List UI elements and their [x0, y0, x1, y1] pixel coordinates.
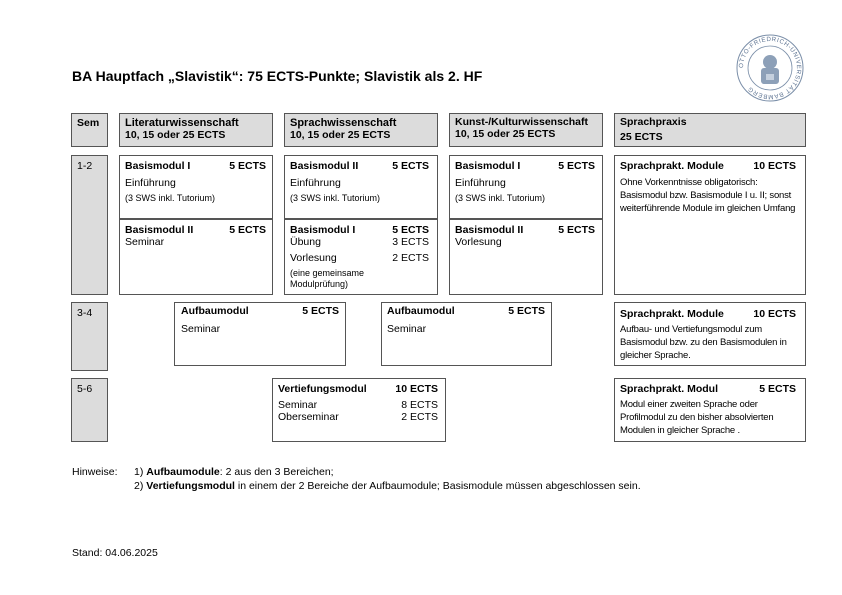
module-line: Einführung: [455, 177, 506, 189]
module-title: Vertiefungsmodul: [278, 383, 367, 395]
note-term: Vertiefungsmodul: [146, 480, 235, 492]
header-praxis-name: Sprachpraxis: [620, 116, 687, 128]
header-kunst-ects: 10, 15 oder 25 ECTS: [455, 128, 556, 140]
header-praxis-ects: 25 ECTS: [620, 131, 663, 143]
note-2: [134, 480, 641, 492]
module-ects: 5 ECTS: [558, 160, 595, 172]
module-ects: 5 ECTS: [229, 224, 266, 236]
note-number: 2): [134, 480, 144, 492]
sem-label-3-4: 3-4: [77, 307, 93, 319]
module-note: (3 SWS inkl. Tutorium): [290, 193, 381, 203]
module-ects: 10 ECTS: [753, 308, 796, 320]
module-title: Basismodul I: [290, 224, 356, 236]
module-line: weiterführende Module im gleichen Umfang: [620, 203, 796, 214]
module-ects: 5 ECTS: [302, 305, 339, 317]
module-title: Basismodul II: [455, 224, 524, 236]
module-title: Basismodul I: [455, 160, 521, 172]
module-title: Aufbaumodul: [387, 305, 455, 317]
note-number: 1): [134, 466, 144, 478]
header-kunst-name: Kunst-/Kulturwissenschaft: [455, 116, 589, 128]
notes-label: Hinweise:: [72, 466, 118, 478]
module-line: Aufbau- und Vertiefungsmodul zum: [620, 324, 762, 335]
note-1: [134, 466, 334, 478]
note-text: in einem der 2 Bereiche der Aufbaumodule; Basismodule müssen abgeschlossen sein.: [234, 480, 641, 492]
module-line-ects: 8 ECTS: [401, 399, 438, 411]
module-ects: 10 ECTS: [395, 383, 438, 395]
header-lit-name: Literaturwissenschaft: [125, 117, 239, 129]
module-line: Profilmodul zu den bisher absolvierten: [620, 412, 774, 423]
module-line: Vorlesung: [455, 236, 502, 248]
module-ects: 5 ECTS: [392, 224, 429, 236]
module-line: Einführung: [290, 177, 341, 189]
university-seal-icon: [736, 34, 804, 102]
header-lit-ects: 10, 15 oder 25 ECTS: [125, 129, 226, 141]
page-title: BA Hauptfach „Slavistik“: 75 ECTS-Punkte; Slavistik als 2. HF: [72, 68, 483, 84]
note-term: Aufbaumodule: [146, 466, 220, 478]
module-line: Vorlesung: [290, 252, 337, 264]
module-line: Modulen in gleicher Sprache .: [620, 425, 740, 436]
module-line: Einführung: [125, 177, 176, 189]
module-line: Seminar: [125, 236, 165, 248]
module-ects: 5 ECTS: [558, 224, 595, 236]
module-ects: 10 ECTS: [753, 160, 796, 172]
module-line: Seminar: [278, 399, 318, 411]
module-line: Übung: [290, 236, 321, 248]
module-line: Ohne Vorkenntnisse obligatorisch:: [620, 177, 758, 188]
module-line: gleicher Sprache.: [620, 350, 691, 361]
module-title: Basismodul I: [125, 160, 191, 172]
module-line: Modul einer zweiten Sprache oder: [620, 399, 758, 410]
module-title: Aufbaumodul: [181, 305, 249, 317]
module-ects: 5 ECTS: [392, 160, 429, 172]
header-sprach-ects: 10, 15 oder 25 ECTS: [290, 129, 391, 141]
module-line-ects: 2 ECTS: [401, 411, 438, 423]
module-line-ects: 2 ECTS: [392, 252, 429, 264]
module-line: Seminar: [387, 323, 427, 335]
module-ects: 5 ECTS: [229, 160, 266, 172]
sem-cell-1-2: [71, 155, 108, 295]
module-title: Sprachprakt. Module: [620, 308, 724, 320]
module-title: Basismodul II: [125, 224, 194, 236]
sem-label-5-6: 5-6: [77, 383, 93, 395]
module-title: Sprachprakt. Modul: [620, 383, 719, 395]
seal-text: OTTO-FRIEDRICH-UNIVERSITÄT BAMBERG: [737, 35, 803, 101]
sem-label-1-2: 1-2: [77, 160, 93, 172]
note-text: : 2 aus den 3 Bereichen;: [219, 466, 334, 478]
module-line: Seminar: [181, 323, 221, 335]
header-sprach-name: Sprachwissenschaft: [290, 117, 397, 129]
module-title: Sprachprakt. Module: [620, 160, 724, 172]
module-ects: 5 ECTS: [508, 305, 545, 317]
header-sem: Sem: [77, 117, 100, 129]
module-line: Oberseminar: [278, 411, 339, 423]
module-note: (3 SWS inkl. Tutorium): [125, 193, 216, 203]
module-note: (3 SWS inkl. Tutorium): [455, 193, 546, 203]
module-ects: 5 ECTS: [759, 383, 796, 395]
module-note: Modulprüfung): [290, 279, 349, 289]
module-line-ects: 3 ECTS: [392, 236, 429, 248]
module-line: Basismodul bzw. zu den Basismodulen in: [620, 337, 787, 348]
module-note: (eine gemeinsame: [290, 268, 365, 278]
module-title: Basismodul II: [290, 160, 359, 172]
module-line: Basismodul bzw. Basismodule I u. II; sonst: [620, 190, 792, 201]
stand-date: Stand: 04.06.2025: [72, 547, 158, 559]
